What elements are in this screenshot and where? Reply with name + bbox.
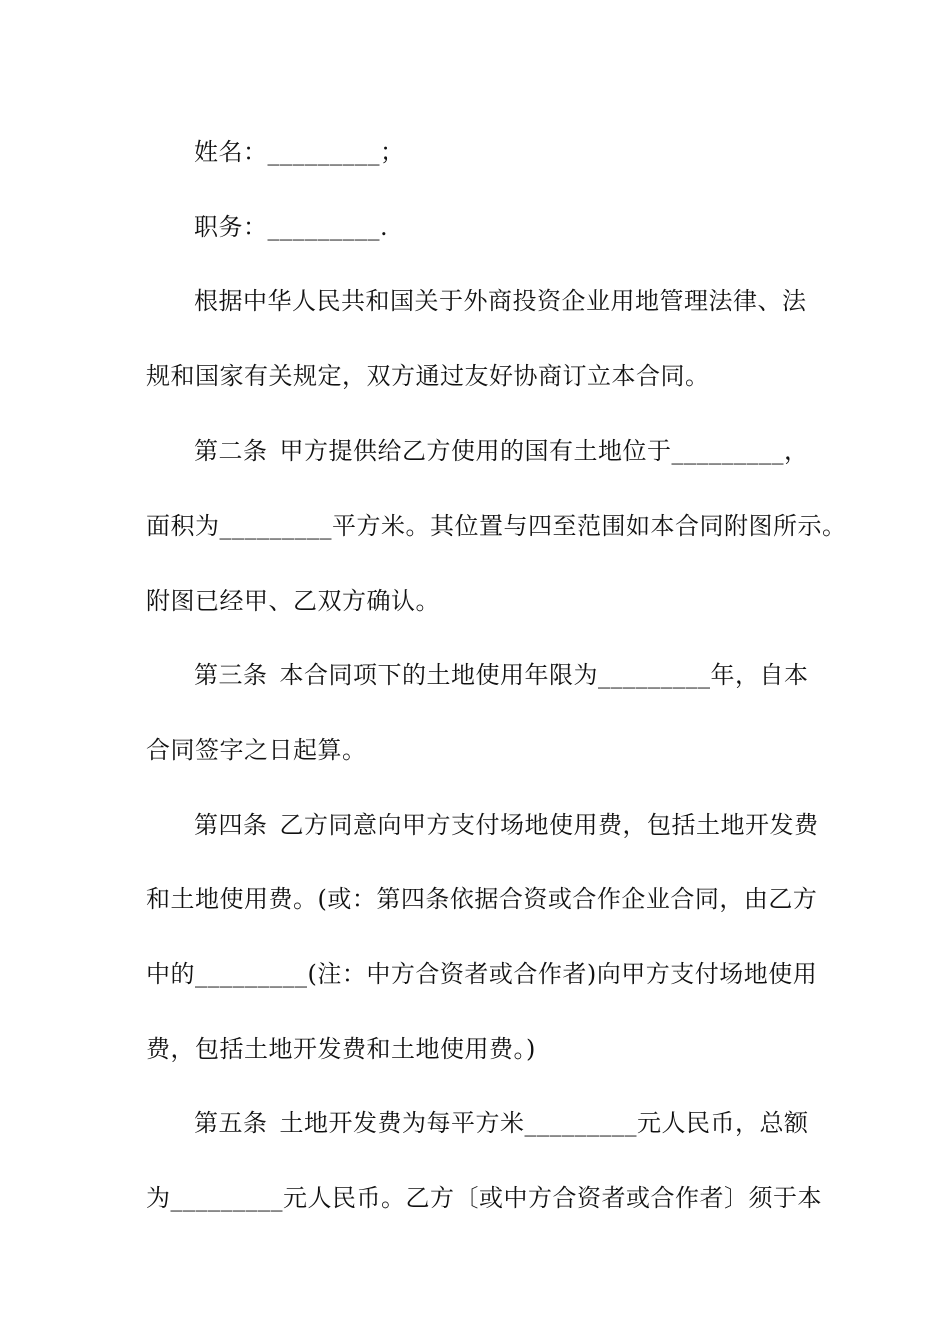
article-2-line-2 — [146, 511, 847, 541]
article-4-text-3: 中的_________(注：中方合资者或合作者)向甲方支付场地使用 — [146, 960, 818, 988]
article-3-heading: 第三条 — [194, 661, 268, 689]
intro-paragraph-line-1 — [194, 286, 834, 316]
article-4-text-1: 乙方同意向甲方支付场地使用费，包括土地开发费 — [279, 811, 819, 839]
intro-paragraph-line-2 — [146, 361, 826, 391]
article-5-line-1 — [194, 1108, 834, 1138]
article-2-text-2: 面积为_________平方米。其位置与四至范围如本合同附图所示。 — [146, 512, 847, 540]
article-3-text-2: 合同签字之日起算。 — [146, 736, 367, 764]
article-4-line-4 — [146, 1034, 826, 1064]
article-3-line-2 — [146, 735, 826, 765]
article-4-line-3 — [146, 959, 826, 989]
article-4-heading: 第四条 — [194, 811, 268, 839]
article-4-text-4: 费，包括土地开发费和土地使用费。) — [146, 1035, 536, 1063]
article-5-text-1: 土地开发费为每平方米_________元人民币，总额 — [279, 1109, 809, 1137]
intro-text-2: 规和国家有关规定，双方通过友好协商订立本合同。 — [146, 362, 710, 390]
position-field-text: 职务：_________. — [194, 213, 389, 241]
article-3-text-1: 本合同项下的土地使用年限为_________年，自本 — [279, 661, 809, 689]
article-5-line-2 — [146, 1183, 826, 1213]
article-2-text-3: 附图已经甲、乙双方确认。 — [146, 587, 440, 615]
intro-text-1: 根据中华人民共和国关于外商投资企业用地管理法律、法 — [194, 287, 807, 315]
name-field-text: 姓名：_________； — [194, 138, 405, 166]
article-2-text-1: 甲方提供给乙方使用的国有土地位于_________， — [279, 437, 809, 465]
article-2-line-3 — [146, 586, 826, 616]
position-field-line — [194, 212, 834, 242]
article-4-line-1 — [194, 810, 834, 840]
article-3-line-1 — [194, 660, 834, 690]
name-field-line — [194, 137, 834, 167]
article-2-heading: 第二条 — [194, 437, 268, 465]
article-4-line-2 — [146, 884, 826, 914]
article-4-text-2: 和土地使用费。(或：第四条依据合资或合作企业合同，由乙方 — [146, 885, 818, 913]
article-2-line-1 — [194, 436, 834, 466]
article-5-text-2: 为_________元人民币。乙方〔或中方合资者或合作者〕须于本 — [146, 1184, 822, 1212]
article-5-heading: 第五条 — [194, 1109, 268, 1137]
